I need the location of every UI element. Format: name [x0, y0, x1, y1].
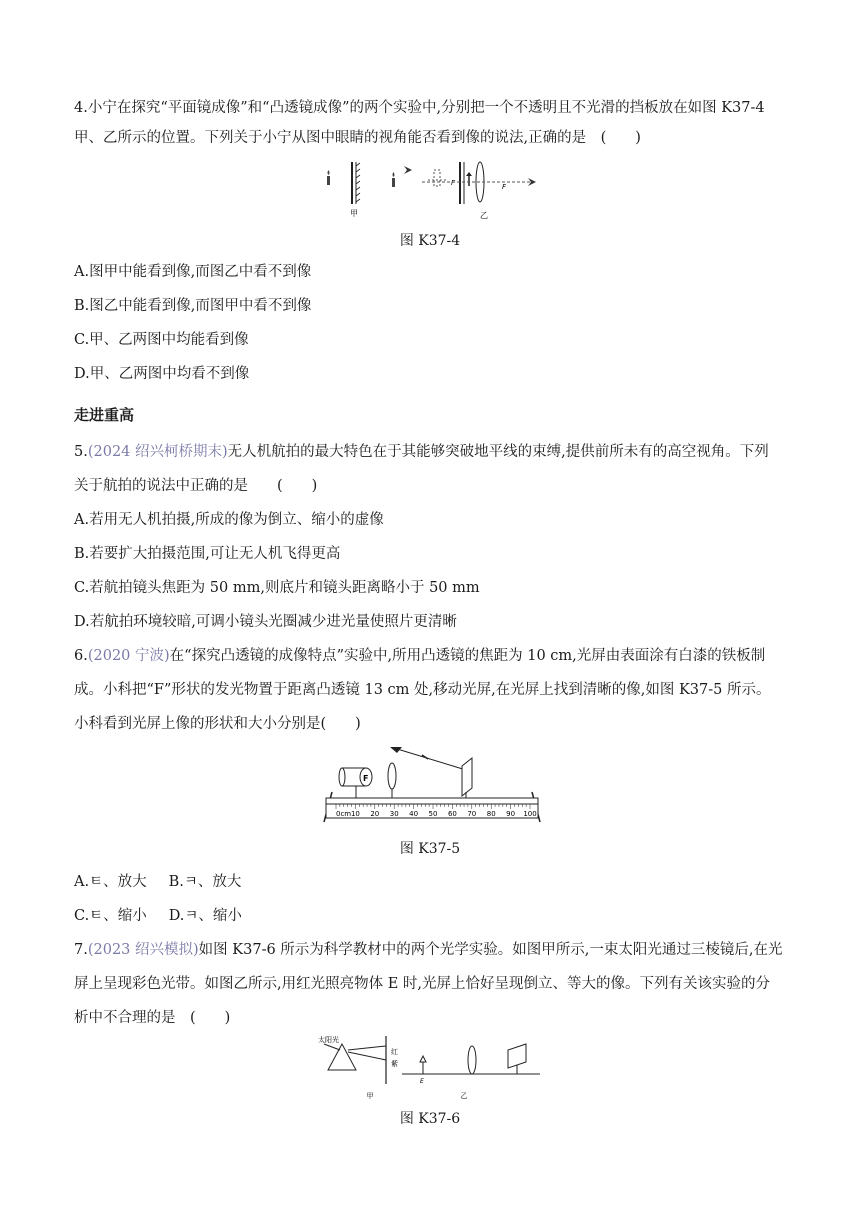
- fig6-red-label: 红: [391, 1048, 398, 1056]
- ruler-tick-label: 10: [350, 810, 360, 818]
- q4-option-b: B.图乙中能看到像,而图甲中看不到像: [74, 298, 312, 314]
- fig4-focus-right: F: [502, 183, 507, 191]
- fig4-arrow-object: [466, 172, 472, 186]
- q5-number: 5.: [74, 444, 88, 460]
- q7-source: (2023 绍兴模拟): [87, 942, 199, 958]
- q6-stem-line1: [74, 646, 765, 666]
- fig-k37-6-caption: 图 K37-6: [399, 1111, 461, 1127]
- q4-stem-line2: 甲、乙所示的位置。下列关于小宁从图中眼睛的视角能否看到像的说法,正确的是 ( ): [74, 130, 641, 146]
- q5-option-a: A.若用无人机拍摄,所成的像为倒立、缩小的虚像: [74, 512, 384, 528]
- q4-stem-line1: 4.小宁在探究“平面镜成像”和“凸透镜成像”的两个实验中,分别把一个不透明且不光滑的挡板放在如图 K37-4: [74, 100, 765, 116]
- fig4-label-jia: 甲: [350, 209, 358, 218]
- q5-stem-text: 无人机航拍的最大特色在于其能够突破地平线的束缚,提供前所未有的高空视角。下列: [227, 444, 769, 460]
- ruler-tick-label: 0cm: [336, 810, 352, 818]
- fig4-candle-object: [327, 170, 330, 185]
- ruler-tick-label: 30: [389, 810, 399, 818]
- figure-k37-6: [316, 1032, 546, 1104]
- fig4-focus-left: F: [451, 179, 456, 187]
- ruler-tick-label: 40: [409, 810, 419, 818]
- section-title: 走进重高: [74, 406, 135, 424]
- fig5-convex-lens: [388, 763, 396, 798]
- fig6-object-e: [420, 1056, 426, 1074]
- fig6-object-label: E: [420, 1078, 424, 1085]
- q4-option-a: A.图甲中能看到像,而图乙中看不到像: [74, 264, 312, 280]
- figure-k37-5: [316, 742, 548, 826]
- ruler-tick-label: 20: [370, 810, 380, 818]
- q5-option-b: B.若要扩大拍摄范围,可让无人机飞得更高: [74, 546, 341, 562]
- fig6-label-yi: 乙: [460, 1092, 468, 1100]
- q6-option-a: A.ㅌ、放大: [74, 874, 147, 890]
- fig-k37-5-caption: 图 K37-5: [399, 841, 461, 857]
- fig4-label-yi: 乙: [480, 211, 488, 220]
- q5-option-d: D.若航拍环境较暗,可调小镜头光圈减少进光量使照片更清晰: [74, 614, 457, 630]
- fig6-prism: [328, 1044, 356, 1070]
- fig4-candle-virtual: [392, 172, 395, 187]
- ruler-tick-label: 80: [486, 810, 496, 818]
- fig6-violet-label: 紫: [391, 1060, 398, 1068]
- fig4-dashed-image: [428, 170, 446, 186]
- fig5-light-source: [339, 768, 372, 798]
- q6-options-row1: [74, 872, 241, 892]
- fig6-convex-lens: [468, 1046, 476, 1074]
- q5-stem-line2: 关于航拍的说法中正确的是 ( ): [74, 478, 318, 494]
- q6-source: (2020 宁波): [87, 648, 170, 664]
- fig4-barrier: [460, 162, 464, 204]
- ruler-tick-label: 90: [506, 810, 516, 818]
- q6-stem-line2: 成。小科把“F”形状的发光物置于距离凸透镜 13 cm 处,移动光屏,在光屏上找到清晰的像,如图 K37-5 所示。: [74, 682, 771, 698]
- q7-stem-text: 如图 K37-6 所示为科学教材中的两个光学实验。如图甲所示,一束太阳光通过三棱镜后,在光: [198, 942, 783, 958]
- fig5-reflected-ray: [390, 747, 466, 770]
- q6-number: 6.: [74, 648, 88, 664]
- fig6-label-jia: 甲: [366, 1092, 374, 1100]
- svg-text:F: F: [363, 774, 369, 783]
- fig6-screen-b: [508, 1044, 526, 1074]
- ruler-tick-label: 100: [523, 810, 537, 818]
- q7-stem-line3: 析中不合理的是 ( ): [74, 1010, 231, 1026]
- q7-stem-line2: 屏上呈现彩色光带。如图乙所示,用红光照亮物体 E 时,光屏上恰好呈现倒立、等大的像。下列有关该实验的分: [74, 976, 771, 992]
- fig-k37-4-caption: 图 K37-4: [399, 233, 461, 249]
- q6-stem-line3: 小科看到光屏上像的形状和大小分别是( ): [74, 716, 361, 732]
- q5-option-c: C.若航拍镜头焦距为 50 mm,则底片和镜头距离略小于 50 mm: [74, 580, 480, 596]
- q7-stem-line1: [74, 940, 783, 960]
- fig6-sunlight-label: 太阳光: [318, 1036, 339, 1044]
- ruler-tick-label: 60: [447, 810, 457, 818]
- ruler-tick-label: 70: [467, 810, 477, 818]
- q5-source: (2024 绍兴柯桥期末): [87, 444, 228, 460]
- ruler-tick-label: 50: [428, 810, 438, 818]
- fig5-light-screen: [462, 758, 472, 798]
- q5-stem-line1: [74, 442, 769, 462]
- figure-k37-4: [318, 160, 546, 220]
- fig4-eye-a: [404, 166, 412, 174]
- fig6-light-rays: [324, 1044, 386, 1060]
- fig4-plane-mirror: [352, 162, 360, 204]
- q6-stem-text: 在“探究凸透镜的成像特点”实验中,所用凸透镜的焦距为 10 cm,光屏由表面涂有白漆的铁板制: [169, 648, 766, 664]
- q6-options-row2: [74, 906, 242, 926]
- q6-option-d: D.ㅋ、缩小: [168, 908, 242, 924]
- q6-option-b: B.ㅋ、放大: [168, 874, 242, 890]
- q4-option-d: D.甲、乙两图中均看不到像: [74, 366, 250, 382]
- q7-number: 7.: [74, 942, 88, 958]
- q4-option-c: C.甲、乙两图中均能看到像: [74, 332, 249, 348]
- q6-option-c: C.ㅌ、缩小: [74, 908, 147, 924]
